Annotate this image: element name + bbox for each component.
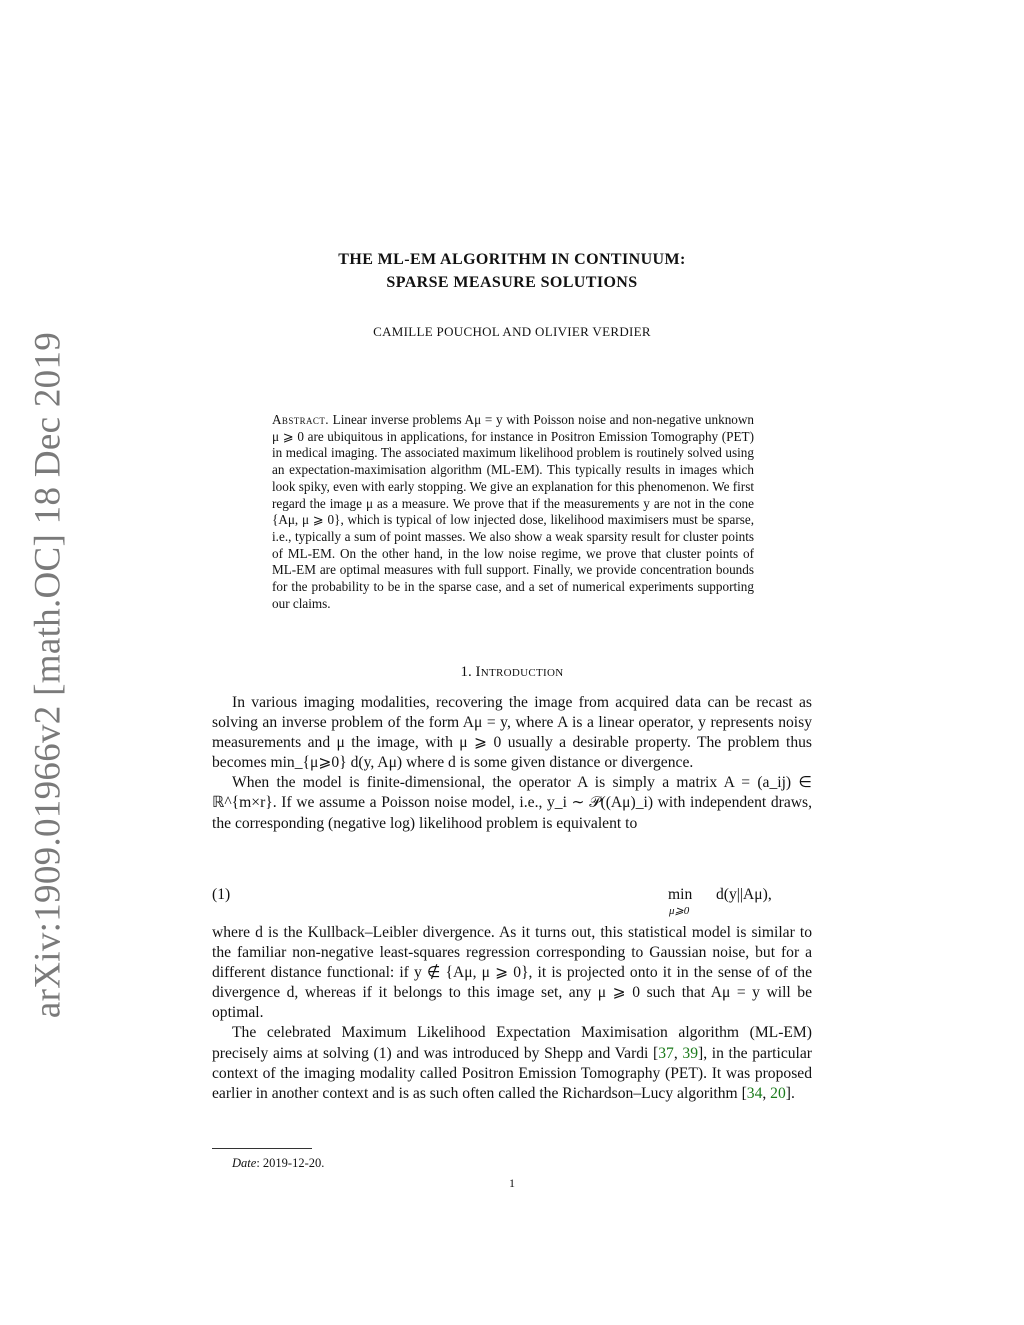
footnote-divider — [212, 1148, 312, 1149]
paragraph-4-part-1: The celebrated Maximum Likelihood Expectation Maximisation algorithm (ML-EM) precisely aims at solving (1) and was introduced by Shepp and Vardi [ — [212, 1024, 812, 1062]
equation-subscript: μ⩾0 — [669, 905, 690, 917]
authors: CAMILLE POUCHOL AND OLIVIER VERDIER — [373, 324, 651, 339]
equation-expression: d(y||Aμ), — [716, 886, 772, 903]
abstract-text: Linear inverse problems Aμ = y with Poisson noise and non-negative unknown μ ⩾ 0 are ubiquitous in applications, for instance in Positron Emission Tomography (PET) in medical imaging. The associated maximum likelihood problem is routinely solved using an expectation-maximisation algorithm (ML-EM). This typically results in images which look spiky, even with early stopping. We give an explanation for this phenomenon. We first regard the image μ as a measure. We prove that if the measurements y are not in the cone {Aμ, μ ⩾ 0}, which is typical of low injected dose, likelihood maximisers must be sparse, i.e., typically a sum of point masses. We also show a weak sparsity result for cluster points of ML-EM. On the other hand, in the low noise regime, we prove that cluster points of ML-EM are optimal measures with full support. Finally, we provide concentration bounds for the probability to be in the sparse case, and a set of numerical experiments supporting our claims. — [272, 412, 755, 611]
paragraph-4-part-2: ], in the particular context of the imaging modality called Positron Emission Tomography (PET). It was proposed earlier in another context and is as such often called the Richardson–Lucy algorithm [ — [212, 1044, 812, 1102]
footnote-label: Date — [232, 1156, 257, 1170]
arxiv-identifier[interactable]: arXiv:1909.01966v2 [math.OC] 18 Dec 2019 — [27, 331, 69, 1019]
paragraph-3: where d is the Kullback–Leibler divergence. As it turns out, this statistical model is similar to the familiar non-negative least-squares regression corresponding to Gaussian noise, but for a different distance functional: if y ∉ {Aμ, μ ⩾ 0}, it is projected onto it in the sense of of the divergence d, whereas if it belongs to this image set, any μ ⩾ 0 such that Aμ = y will be optimal. — [212, 924, 812, 1022]
abstract — [272, 412, 754, 612]
paragraph-4-part-3: ]. — [785, 1084, 795, 1102]
citation-20[interactable]: 20 — [770, 1084, 786, 1102]
citation-34[interactable]: 34 — [746, 1084, 763, 1102]
paragraph-2: When the model is finite-dimensional, the operator A is simply a matrix A = (a_ij) ∈ ℝ^{m×r}. If we assume a Poisson noise model, i.e., y_i ∼ 𝒫((Aμ)_i) with independent draws, the corresponding (negative log) likelihood problem is equivalent to — [212, 774, 812, 832]
equation-1 — [212, 884, 812, 918]
abstract-label: Abstract. — [272, 412, 329, 427]
section-title: Introduction — [475, 664, 564, 680]
intro-paragraphs-top — [212, 693, 812, 834]
citation-39[interactable]: 39 — [682, 1044, 698, 1062]
section-number: 1. — [460, 664, 472, 680]
intro-paragraphs-bottom — [212, 923, 812, 1104]
citation-37[interactable]: 37 — [658, 1044, 674, 1062]
section-heading — [212, 664, 812, 681]
title-line-2: SPARSE MEASURE SOLUTIONS — [386, 274, 638, 291]
page-number: 1 — [509, 1176, 515, 1190]
footnote-date — [232, 1156, 324, 1171]
footnote-value: : 2019-12-20. — [256, 1156, 325, 1170]
paragraph-1: In various imaging modalities, recovering the image from acquired data can be recast as solving an inverse problem of the form Aμ = y, where A is a linear operator, y represents noisy measurements and μ the image, with μ ⩾ 0 usually a desirable property. The problem thus becomes min_{μ⩾0} d(y, Aμ) where d is some given distance or divergence. — [212, 694, 812, 772]
paper-title — [212, 248, 812, 294]
equation-operator: min — [668, 886, 693, 903]
paragraph-4: The celebrated Maximum Likelihood Expectation Maximisation algorithm (ML-EM) precisely aims at solving (1) and was introduced by Shepp and Vardi [37, 39], in the particular context of the imaging modality called Positron Emission Tomography (PET). It was proposed earlier in another context and is as such often called the Richardson–Lucy algorithm [34, 20]. — [212, 1024, 812, 1102]
equation-number: (1) — [212, 886, 231, 903]
title-line-1: THE ML-EM ALGORITHM IN CONTINUUM: — [338, 251, 686, 268]
